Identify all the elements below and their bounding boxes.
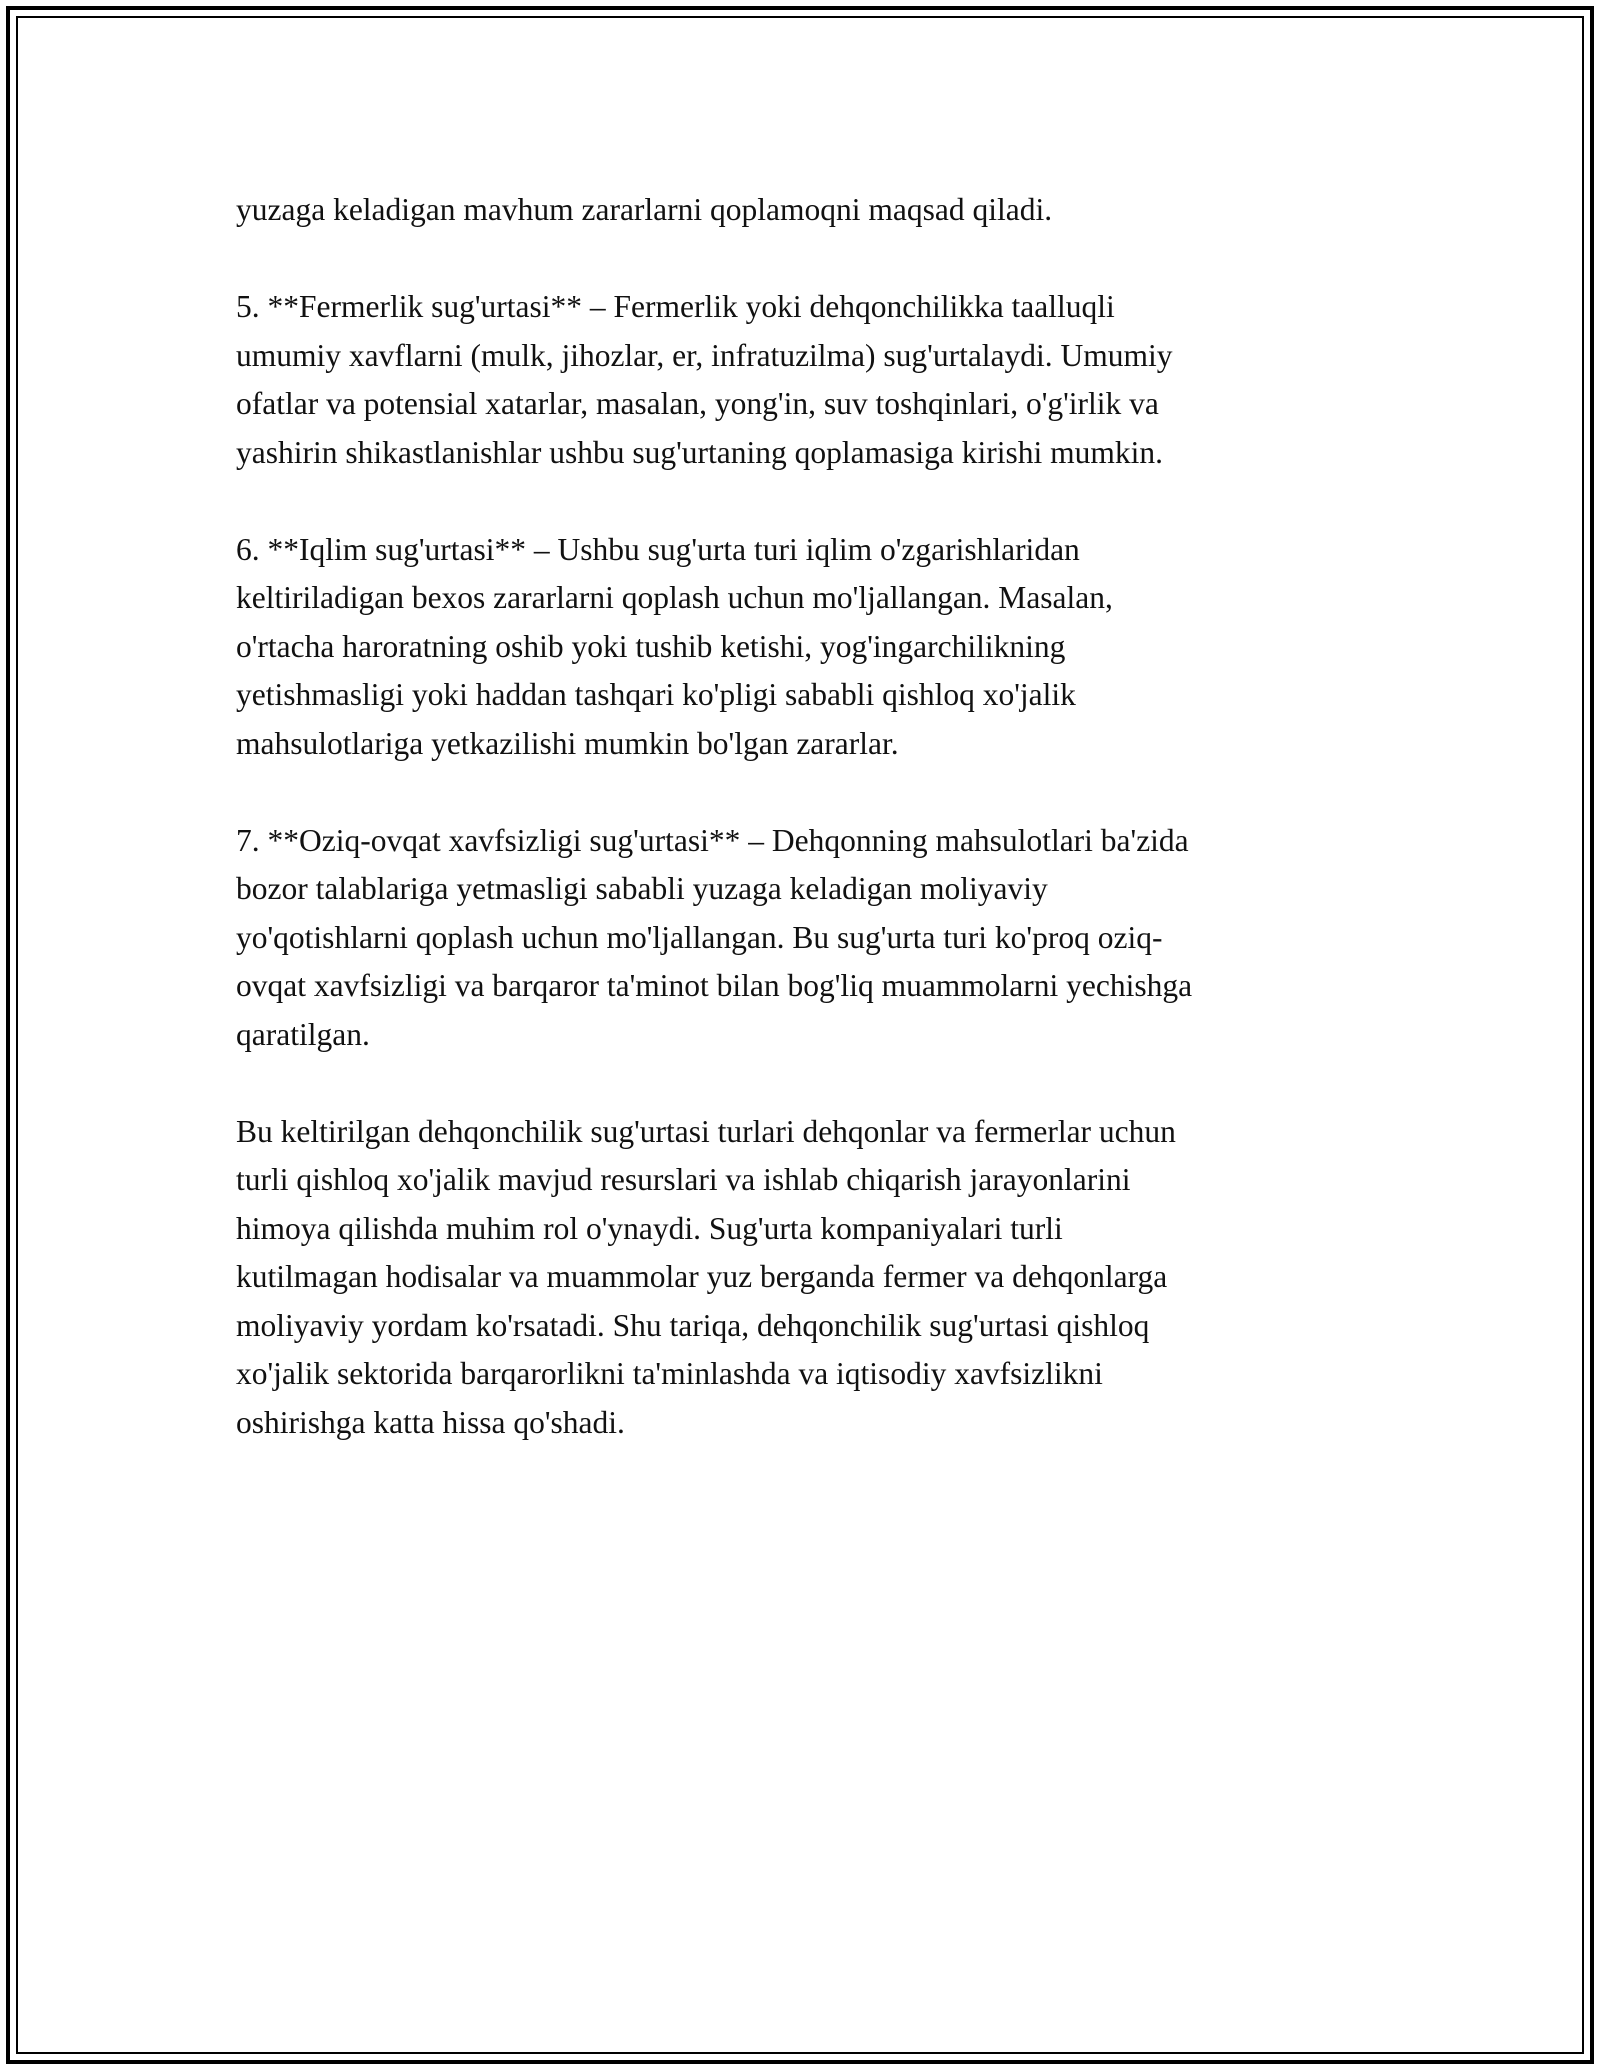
text-line: kutilmagan hodisalar va muammolar yuz berganda fermer va dehqonlarga <box>236 1259 1168 1294</box>
text-line: Bu keltirilgan dehqonchilik sug'urtasi turlari dehqonlar va fermerlar uchun <box>236 1113 1176 1149</box>
text-line: o'rtacha haroratning oshib yoki tushib ketishi, yog'ingarchilikning <box>236 628 1066 664</box>
text-line: yuzaga keladigan mavhum zararlarni qoplamoqni maqsad qiladi. <box>236 192 1053 227</box>
text-line: turli qishloq xo'jalik mavjud resurslari va ishlab chiqarish jarayonlarini <box>236 1162 1131 1197</box>
text-line: 7. **Oziq-ovqat xavfsizligi sug'urtasi** – Dehqonning mahsulotlari ba'zida <box>236 822 1189 858</box>
text-line: ovqat xavfsizligi va barqaror ta'minot bilan bog'liq muammolarni yechishga <box>236 968 1193 1003</box>
document-body <box>236 186 1366 1496</box>
text-line: keltiriladigan bexos zararlarni qoplash uchun mo'ljallangan. Masalan, <box>236 580 1113 615</box>
paragraph-oziq-ovqat-xavfsizligi <box>236 817 1366 1060</box>
text-line: mahsulotlariga yetkazilishi mumkin bo'lgan zararlar. <box>236 725 899 761</box>
text-line: 6. **Iqlim sug'urtasi** – Ushbu sug'urta turi iqlim o'zgarishlaridan <box>236 531 1080 567</box>
paragraph-iqlim-sugurtasi <box>236 526 1366 769</box>
text-line: yashirin shikastlanishlar ushbu sug'urtaning qoplamasiga kirishi mumkin. <box>236 434 1163 470</box>
text-line: xo'jalik sektorida barqarorlikni ta'minlashda va iqtisodiy xavfsizlikni <box>236 1356 1103 1391</box>
text-line: qaratilgan. <box>236 1016 370 1052</box>
paragraph-continuation <box>236 186 1366 235</box>
paragraph-fermerlik-sugurtasi <box>236 283 1366 477</box>
text-line: moliyaviy yordam ko'rsatadi. Shu tariqa, dehqonchilik sug'urtasi qishloq <box>236 1307 1150 1343</box>
paragraph-conclusion <box>236 1108 1366 1448</box>
text-line: ofatlar va potensial xatarlar, masalan, yong'in, suv toshqinlari, o'g'irlik va <box>236 386 1159 421</box>
text-line: bozor talablariga yetmasligi sababli yuzaga keladigan moliyaviy <box>236 871 1048 906</box>
text-line: oshirishga katta hissa qo'shadi. <box>236 1404 625 1440</box>
text-line: yetishmasligi yoki haddan tashqari ko'pligi sababli qishloq xo'jalik <box>236 677 1076 712</box>
text-line: 5. **Fermerlik sug'urtasi** – Fermerlik yoki dehqonchilikka taalluqli <box>236 289 1115 324</box>
text-line: himoya qilishda muhim rol o'ynaydi. Sug'urta kompaniyalari turli <box>236 1210 1063 1246</box>
text-line: yo'qotishlarni qoplash uchun mo'ljallangan. Bu sug'urta turi ko'proq oziq- <box>236 919 1163 955</box>
text-line: umumiy xavflarni (mulk, jihozlar, er, infratuzilma) sug'urtalaydi. Umumiy <box>236 337 1173 373</box>
